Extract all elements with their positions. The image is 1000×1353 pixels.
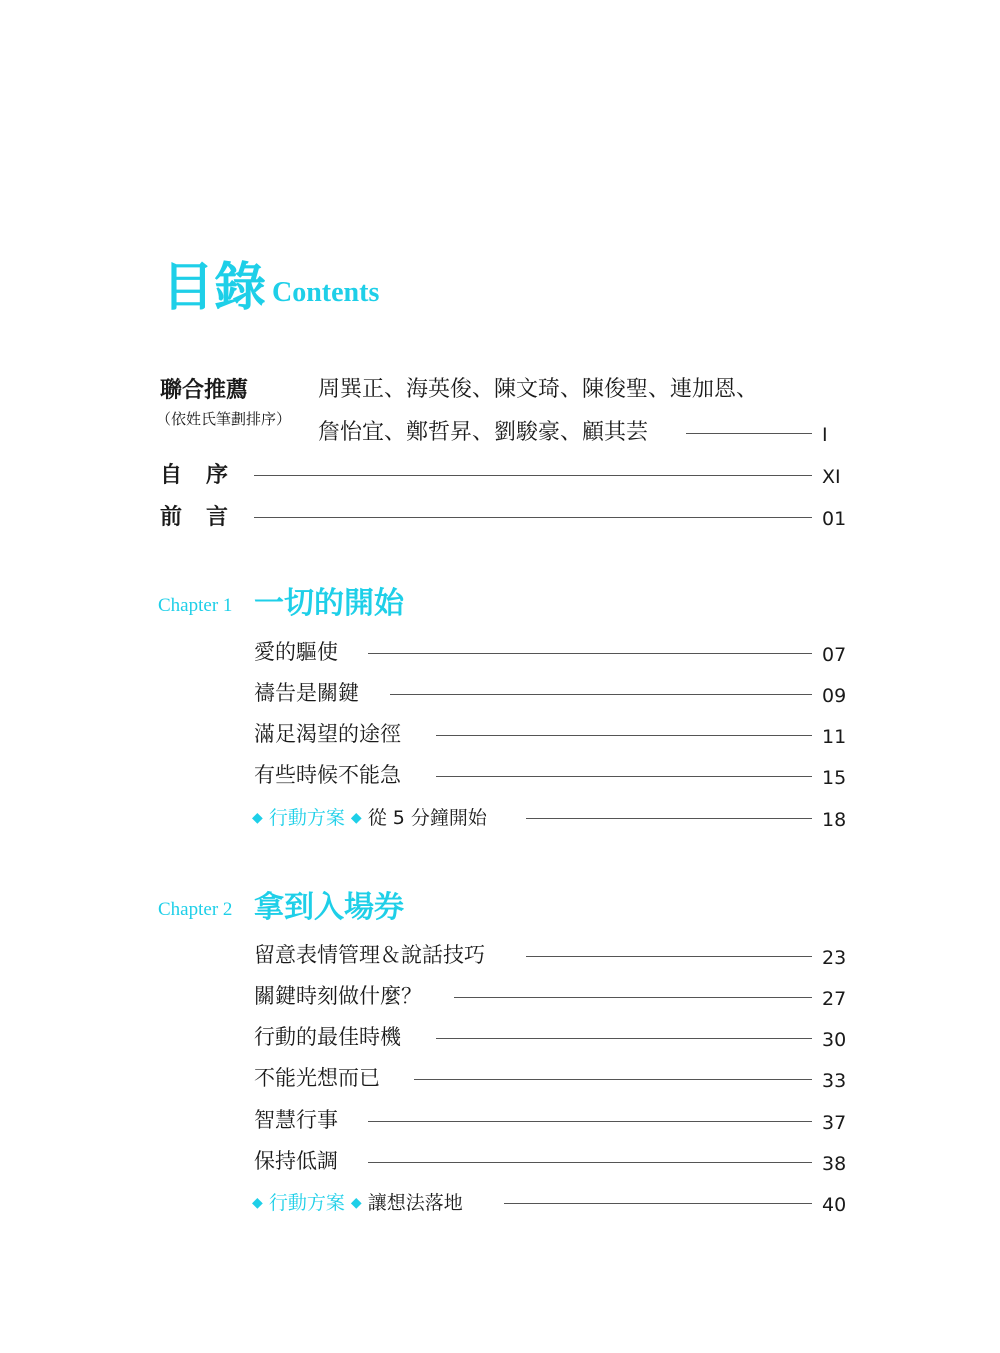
leader-line — [254, 517, 812, 518]
page-number: 09 — [822, 685, 847, 707]
page-number: 18 — [822, 809, 847, 831]
recommend-label: 聯合推薦 — [160, 377, 249, 403]
leader-line — [368, 1162, 812, 1163]
page-number: 30 — [822, 1029, 847, 1051]
toc-entry: 滿足渴望的途徑 — [254, 722, 401, 746]
action-plan-text: 讓想法落地 — [367, 1192, 463, 1214]
action-plan-text: 從 5 分鐘開始 — [367, 807, 487, 829]
toc-entry: 留意表情管理＆說話技巧 — [254, 943, 485, 967]
diamond-icon: ◆ — [252, 1195, 263, 1211]
toc-entry: 智慧行事 — [254, 1108, 338, 1132]
leader-line — [368, 653, 812, 654]
page-number: 40 — [822, 1194, 847, 1216]
recommend-names-line-2: 詹怡宜、鄭哲昇、劉駿豪、顧其芸 — [318, 420, 649, 445]
chapter-label: Chapter 1 — [158, 595, 233, 616]
action-plan-entry — [252, 1190, 463, 1218]
leader-line — [436, 1038, 812, 1039]
chapter-title: 拿到入場券 — [254, 890, 404, 925]
leader-line — [454, 997, 812, 998]
toc-title: 目錄 — [162, 257, 267, 318]
leader-line — [436, 776, 812, 777]
leader-line — [526, 818, 812, 819]
front-char: 前 — [160, 504, 183, 530]
leader-line — [686, 433, 812, 434]
chapter-label: Chapter 2 — [158, 899, 233, 920]
recommend-names-line-1: 周巽正、海英俊、陳文琦、陳俊聖、連加恩、 — [318, 377, 759, 402]
front-char: 言 — [206, 504, 229, 530]
toc-entry: 行動的最佳時機 — [254, 1025, 401, 1049]
leader-line — [254, 475, 812, 476]
action-plan-entry — [252, 805, 487, 833]
toc-title-english: Contents — [272, 277, 380, 308]
leader-line — [368, 1121, 812, 1122]
leader-line — [504, 1203, 812, 1204]
toc-entry: 有些時候不能急 — [254, 763, 401, 787]
front-item-foreword — [160, 502, 228, 532]
page-number: 23 — [822, 947, 847, 969]
leader-line — [390, 694, 812, 695]
toc-entry: 不能光想而已 — [254, 1066, 380, 1090]
front-char: 自 — [160, 462, 183, 488]
toc-entry: 禱告是關鍵 — [254, 681, 359, 705]
action-plan-label: 行動方案 — [268, 807, 345, 829]
toc-entry: 關鍵時刻做什麼？ — [254, 984, 422, 1008]
leader-line — [414, 1079, 812, 1080]
diamond-icon: ◆ — [350, 810, 362, 826]
front-char: 序 — [206, 462, 229, 488]
page-number: 01 — [822, 508, 847, 530]
page-number: 33 — [822, 1070, 847, 1092]
page-number: 15 — [822, 767, 847, 789]
diamond-icon: ◆ — [350, 1195, 362, 1211]
page-number: XI — [822, 466, 841, 488]
page-number: 27 — [822, 988, 847, 1010]
diamond-icon: ◆ — [252, 810, 263, 826]
page-number: 38 — [822, 1153, 847, 1175]
page-number: I — [822, 424, 828, 446]
front-item-preface — [160, 460, 228, 490]
leader-line — [526, 956, 812, 957]
page-number: 11 — [822, 726, 847, 748]
chapter-title: 一切的開始 — [254, 586, 404, 621]
toc-entry: 愛的驅使 — [254, 640, 338, 664]
recommend-note: （依姓氏筆劃排序） — [156, 410, 292, 428]
toc-entry: 保持低調 — [254, 1149, 338, 1173]
page-number: 07 — [822, 644, 847, 666]
action-plan-label: 行動方案 — [268, 1192, 345, 1214]
leader-line — [436, 735, 812, 736]
page-number: 37 — [822, 1112, 847, 1134]
